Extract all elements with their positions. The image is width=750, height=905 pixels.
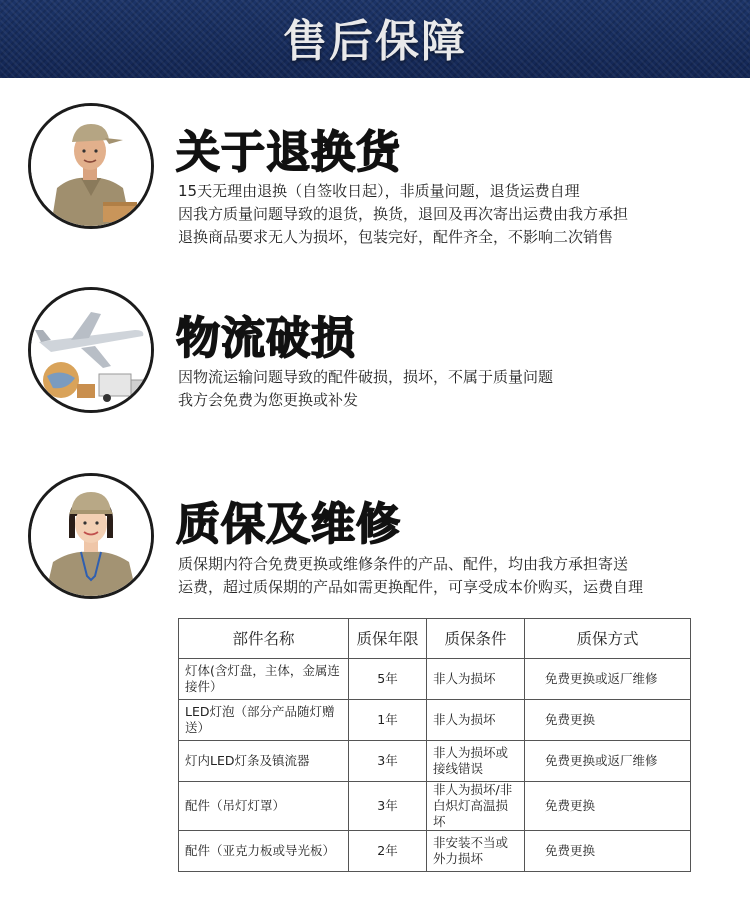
cell-years: 3年 [349, 741, 427, 782]
cell-method: 免费更换或返厂维修 [525, 741, 691, 782]
cell-part-name: 配件（亚克力板或导光板） [179, 831, 349, 872]
section-title-logistics: 物流破损 [176, 313, 356, 364]
cell-years: 5年 [349, 659, 427, 700]
cell-years: 1年 [349, 700, 427, 741]
cell-part-name: 配件（吊灯灯罩） [179, 782, 349, 831]
section-text-returns [178, 180, 628, 249]
logistics-line-2: 我方会免费为您更换或补发 [178, 391, 359, 409]
cell-part-name: 灯体(含灯盘，主体，金属连接件） [179, 659, 349, 700]
header-warranty-conditions: 质保条件 [427, 619, 525, 659]
header-warranty-method: 质保方式 [525, 619, 691, 659]
table-header-row [179, 619, 691, 659]
cell-condition: 非人为损坏 [427, 659, 525, 700]
returns-line-2: 因我方质量问题导致的退货，换货，退回及再次寄出运费由我方承担 [178, 205, 629, 223]
cell-condition: 非人为损坏/非白炽灯高温损坏 [427, 782, 525, 831]
table-row [179, 659, 691, 700]
cell-years: 2年 [349, 831, 427, 872]
cell-part-name: 灯内LED灯条及镇流器 [179, 741, 349, 782]
cell-method: 免费更换或返厂维修 [525, 659, 691, 700]
table-row [179, 741, 691, 782]
section-title-warranty: 质保及维修 [176, 499, 401, 550]
header-banner [0, 0, 750, 78]
table-row [179, 700, 691, 741]
section-text-warranty [178, 553, 643, 599]
section-text-logistics [178, 366, 553, 412]
table-row [179, 782, 691, 831]
logistics-avatar [28, 287, 154, 413]
cell-condition: 非人为损坏或接线错误 [427, 741, 525, 782]
cell-method: 免费更换 [525, 831, 691, 872]
cell-method: 免费更换 [525, 700, 691, 741]
service-woman-avatar [28, 473, 154, 599]
section-title-returns: 关于退换货 [176, 127, 401, 178]
returns-line-1: 15天无理由退换（自签收日起），非质量问题，退货运费自理 [178, 182, 580, 200]
cell-years: 3年 [349, 782, 427, 831]
table-row [179, 831, 691, 872]
header-warranty-years: 质保年限 [349, 619, 427, 659]
delivery-man-avatar [28, 103, 154, 229]
warranty-table [178, 618, 691, 872]
airplane-logistics-icon [31, 290, 151, 410]
service-woman-icon [31, 476, 151, 596]
cell-condition: 非人为损坏 [427, 700, 525, 741]
warranty-line-2: 运费，超过质保期的产品如需更换配件，可享受成本价购买，运费自理 [178, 578, 644, 596]
logistics-line-1: 因物流运输问题导致的配件破损，损坏，不属于质量问题 [178, 368, 554, 386]
page-title: 售后保障 [283, 16, 467, 67]
warranty-line-1: 质保期内符合免费更换或维修条件的产品、配件，均由我方承担寄送 [178, 555, 629, 573]
cell-condition: 非安装不当或外力损坏 [427, 831, 525, 872]
delivery-man-icon [31, 106, 151, 226]
returns-line-3: 退换商品要求无人为损坏，包装完好，配件齐全，不影响二次销售 [178, 228, 614, 246]
header-part-name: 部件名称 [179, 619, 349, 659]
cell-part-name: LED灯泡（部分产品随灯赠送） [179, 700, 349, 741]
cell-method: 免费更换 [525, 782, 691, 831]
